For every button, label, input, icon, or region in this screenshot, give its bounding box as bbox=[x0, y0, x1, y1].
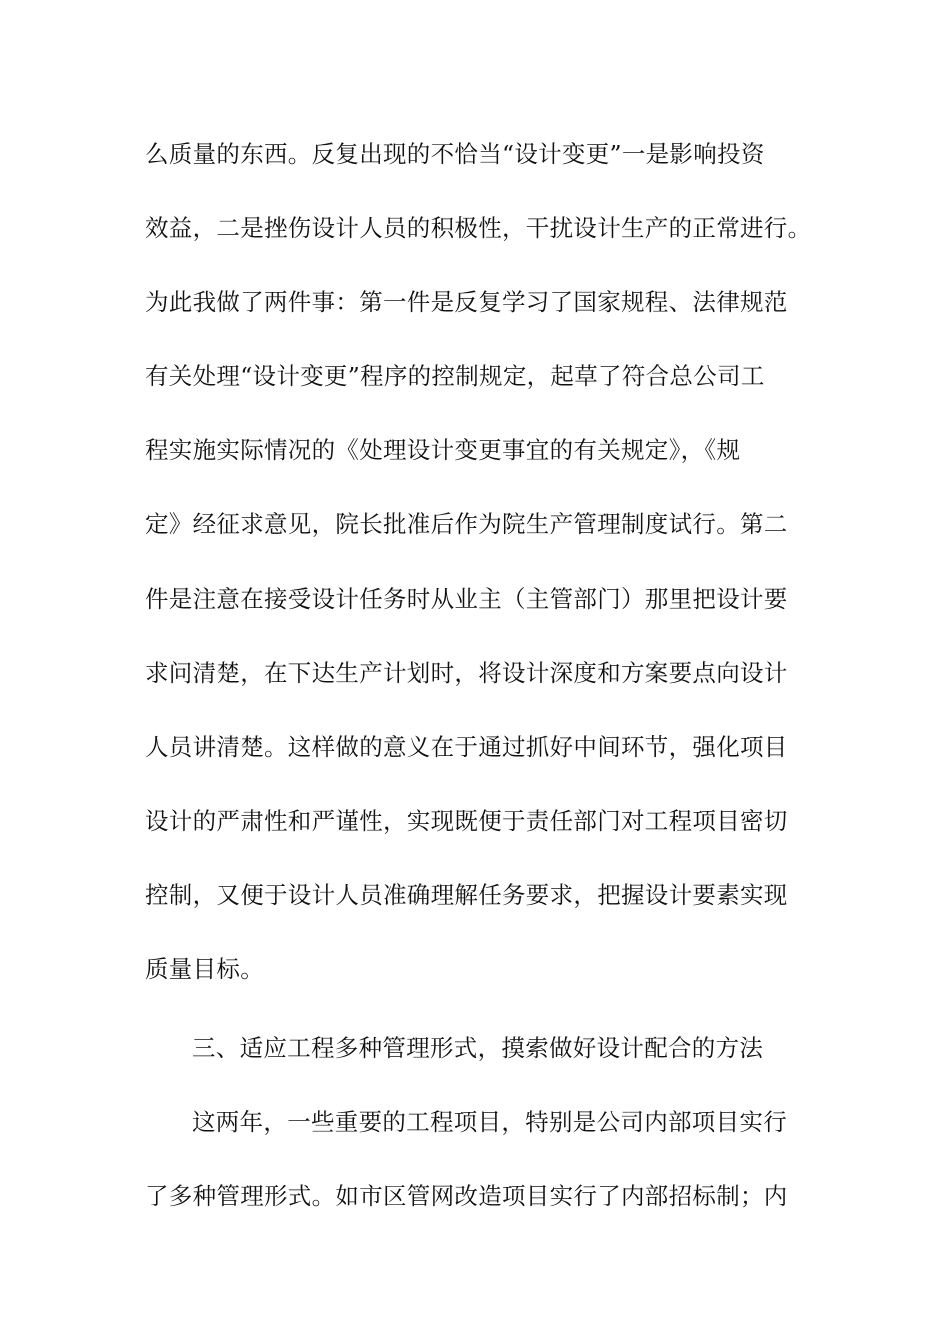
text-line: 控制，又便于设计人员准确理解任务要求，把握设计要素实现 bbox=[145, 881, 788, 909]
text-line: 求问清楚，在下达生产计划时，将设计深度和方案要点向设计 bbox=[145, 659, 788, 687]
text-line: 了多种管理形式。如市区管网改造项目实行了内部招标制；内 bbox=[145, 1182, 788, 1210]
text-line: 设计的严肃性和严谨性，实现既便于责任部门对工程项目密切 bbox=[145, 807, 788, 835]
text-line: 定》经征求意见，院长批准后作为院生产管理制度试行。第二 bbox=[145, 510, 788, 538]
text-line: 质量目标。 bbox=[145, 955, 264, 983]
text-line: 效益，二是挫伤设计人员的积极性，干扰设计生产的正常进行。 bbox=[145, 214, 812, 242]
text-line: 件是注意在接受设计任务时从业主（主管部门）那里把设计要 bbox=[145, 585, 788, 613]
text-line: 有关处理“设计变更”程序的控制规定，起草了符合总公司工 bbox=[145, 362, 765, 390]
section-heading: 三、适应工程多种管理形式，摸索做好设计配合的方法 bbox=[192, 1034, 764, 1062]
text-line: 为此我做了两件事：第一件是反复学习了国家规程、法律规范 bbox=[145, 288, 788, 316]
text-line: 程实施实际情况的《处理设计变更事宜的有关规定》，《规 bbox=[145, 436, 741, 464]
text-line: 这两年，一些重要的工程项目，特别是公司内部项目实行 bbox=[192, 1108, 787, 1136]
text-line: 么质量的东西。反复出现的不恰当“设计变更”一是影响投资 bbox=[145, 140, 765, 168]
text-line: 人员讲清楚。这样做的意义在于通过抓好中间环节，强化项目 bbox=[145, 733, 788, 761]
